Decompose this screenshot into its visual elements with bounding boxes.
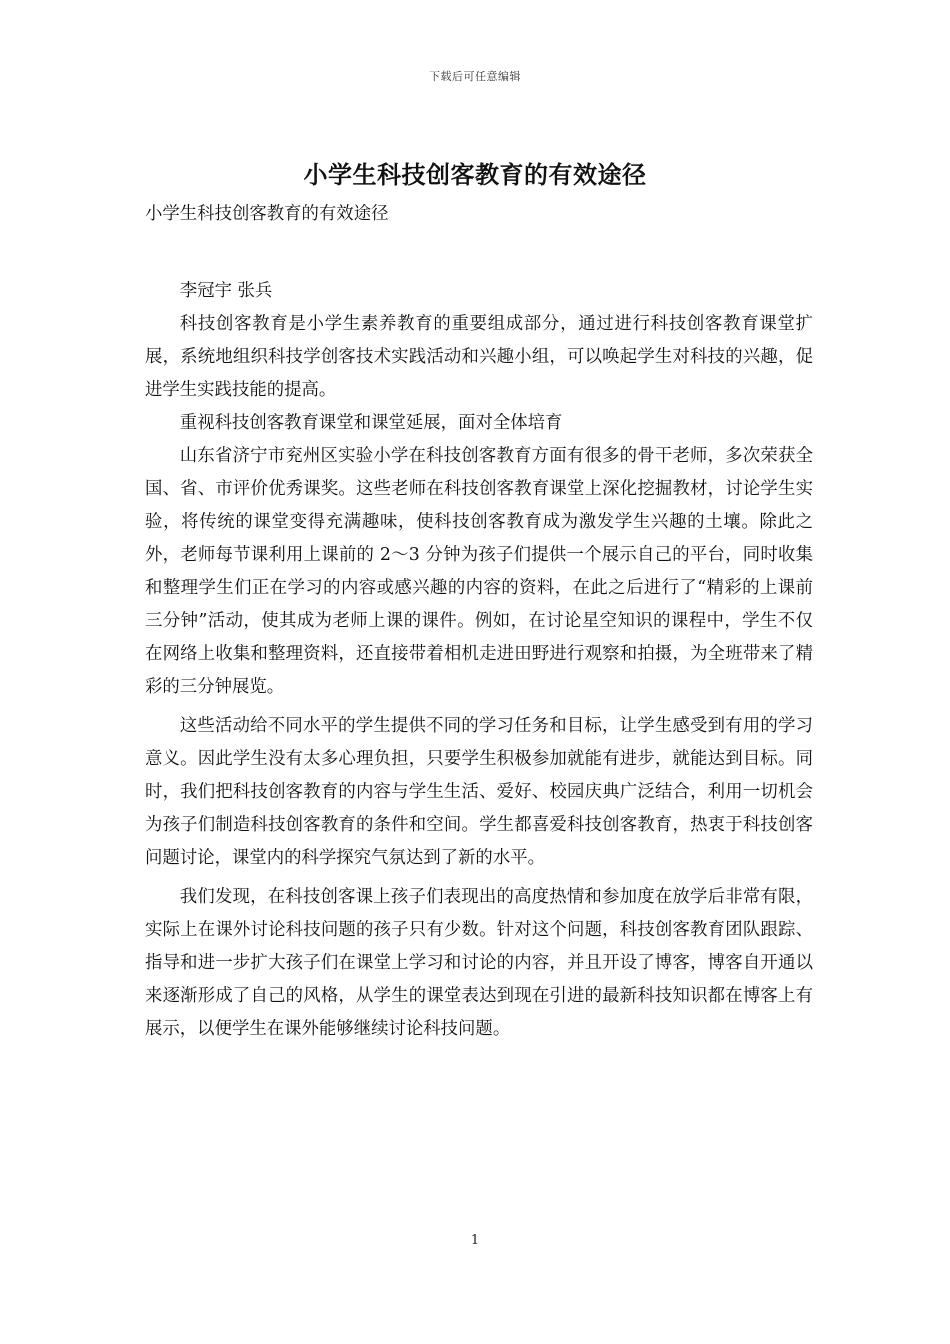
document-title: 小学生科技创客教育的有效途径: [303, 160, 647, 189]
paragraph: 我们发现，在科技创客课上孩子们表现出的高度热情和参加度在放学后非常有限，实际上在课外讨论科技问题的孩子只有少数。针对这个问题，科技创客教育团队跟踪、指导和进一步扩大孩子们在课堂上学习和讨论的内容，并且开设了博客，博客自开通以来逐渐形成了自己的风格，从学生的课堂表达到现在引进的最新科技知识都在博客上有展示，以便学生在课外能够继续讨论科技问题。: [145, 887, 813, 1039]
document-subtitle: 小学生科技创客教育的有效途径: [145, 204, 389, 224]
paragraph: 山东省济宁市兖州区实验小学在科技创客教育方面有很多的骨干老师，多次荣获全国、省、市评价优秀课奖。这些老师在科技创客教育课堂上深化挖掘教材，讨论学生实验，将传统的课堂变得充满趣味，使科技创客教育成为激发学生兴趣的土壤。除此之外，老师每节课利用上课前的 2～3 分钟为孩子们提供一个展示自己的平台，同时收集和整理学生们正在学习的内容或感兴趣的内容的资料，在此之后进行了“精彩的上课前三分钟”活动，使其成为老师上课的课件。例如，在讨论星空知识的课程中，学生不仅在网络上收集和整理资料，还直接带着相机走进田野进行观察和拍摄，为全班带来了精彩的三分钟展览。: [145, 446, 813, 697]
header-note: 下载后可任意编辑: [429, 70, 521, 83]
paragraph: 科技创客教育是小学生素养教育的重要组成部分，通过进行科技创客教育课堂扩展，系统地组织科技学创客技术实践活动和兴趣小组，可以唤起学生对科技的兴趣，促进学生实践技能的提高。: [145, 314, 813, 400]
document-body: [145, 198, 813, 1046]
page-number: 1: [470, 1233, 480, 1248]
paragraph: 这些活动给不同水平的学生提供不同的学习任务和目标，让学生感受到有用的学习意义。因此学生没有太多心理负担，只要学生积极参加就能有进步，就能达到目标。同时，我们把科技创客教育的内容与学生生活、爱好、校园庆典广泛结合，利用一切机会为孩子们制造科技创客教育的条件和空间。学生都喜爱科技创客教育，热衷于科技创客问题讨论，课堂内的科学探究气氛达到了新的水平。: [145, 716, 813, 868]
authors-line: 李冠宇 张兵: [179, 281, 273, 301]
blank-line: [145, 231, 813, 275]
section-heading: 重视科技创客教育课堂和课堂延展，面对全体培育: [179, 413, 563, 433]
